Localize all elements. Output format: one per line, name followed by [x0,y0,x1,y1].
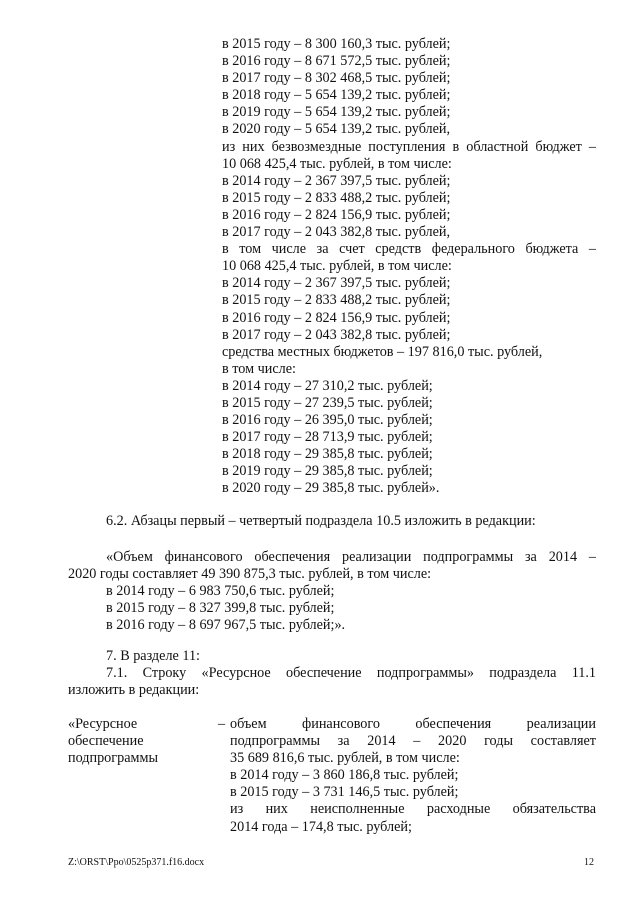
funding-line: в 2019 году – 29 385,8 тыс. рублей; [222,463,433,480]
funding-line: в 2014 году – 2 367 397,5 тыс. рублей; [222,172,451,189]
resource-content-line: в 2015 году – 3 731 146,5 тыс. рублей; [230,784,459,801]
funding-line: в 2018 году – 29 385,8 тыс. рублей; [222,446,433,463]
section-7-1-line: 7.1. Строку «Ресурсное обеспечение подпрограммы» подраздела 11.1 [106,665,596,681]
funding-line: в 2016 году – 8 671 572,5 тыс. рублей; [222,53,451,70]
funding-line: в 2016 году – 2 824 156,9 тыс. рублей; [222,206,451,223]
funding-line: средства местных бюджетов – 197 816,0 тыс. рублей, [222,343,543,360]
section-7-1-line: изложить в редакции: [68,682,200,699]
funding-line: в 2016 году – 26 395,0 тыс. рублей; [222,412,433,429]
section-7-1-paragraph [68,665,596,699]
funding-line: в том числе за счет средств федерального бюджета – [222,241,596,258]
resource-content-line: 35 689 816,6 тыс. рублей, в том числе: [230,750,460,767]
funding-line: в 2018 году – 5 654 139,2 тыс. рублей; [222,87,451,104]
funding-list-top [222,36,596,498]
funding-line: в 2015 году – 27 239,5 тыс. рублей; [222,394,433,411]
funding-line: в том числе: [222,360,296,377]
funding-line: в 2020 году – 5 654 139,2 тыс. рублей, [222,121,451,138]
quote-paragraph-line: «Объем финансового обеспечения реализации подпрограммы за 2014 – [106,549,596,565]
resource-content [230,716,596,836]
quote-year-line: в 2016 году – 8 697 967,5 тыс. рублей;». [106,617,346,634]
funding-line: в 2017 году – 28 713,9 тыс. рублей; [222,429,433,446]
resource-label-line: подпрограммы [68,750,158,767]
section-7-heading: 7. В разделе 11: [106,648,200,664]
funding-line: в 2014 году – 27 310,2 тыс. рублей; [222,377,433,394]
section-6-2-heading: 6.2. Абзацы первый – четвертый подраздела 10.5 изложить в редакции: [106,513,536,529]
resource-label [68,716,218,767]
resource-label-line: «Ресурсное [68,716,138,732]
quote-paragraph-line: 2020 годы составляет 49 390 875,3 тыс. рублей, в том числе: [68,566,432,583]
funding-line: в 2020 году – 29 385,8 тыс. рублей». [222,480,440,497]
resource-label-line: обеспечение [68,733,144,750]
funding-line: в 2015 году – 2 833 488,2 тыс. рублей; [222,292,451,309]
resource-content-line: объем финансового обеспечения реализации [230,716,596,732]
funding-line: в 2017 году – 2 043 382,8 тыс. рублей, [222,224,451,241]
quote-year-line: в 2014 году – 6 983 750,6 тыс. рублей; [106,583,335,599]
funding-line: в 2019 году – 5 654 139,2 тыс. рублей; [222,104,451,121]
resource-content-line: 2014 года – 174,8 тыс. рублей; [230,818,412,835]
funding-line: в 2015 году – 2 833 488,2 тыс. рублей; [222,189,451,206]
footer-page-number: 12 [584,857,594,868]
funding-line: 10 068 425,4 тыс. рублей, в том числе: [222,155,452,172]
funding-line: 10 068 425,4 тыс. рублей, в том числе: [222,258,452,275]
funding-line: в 2014 году – 2 367 397,5 тыс. рублей; [222,275,451,292]
quote-year-line: в 2015 году – 8 327 399,8 тыс. рублей; [106,600,335,617]
resource-dash: – [218,716,226,732]
funding-line: в 2017 году – 8 302 468,5 тыс. рублей; [222,70,451,87]
resource-content-line: подпрограммы за 2014 – 2020 годы составляет [230,733,596,750]
footer-file-path: Z:\ORST\Ppo\0525p371.f16.docx [68,857,205,868]
quote-paragraph [68,549,596,583]
funding-line: в 2015 году – 8 300 160,3 тыс. рублей; [222,36,451,52]
resource-content-line: в 2014 году – 3 860 186,8 тыс. рублей; [230,767,459,784]
funding-line: из них безвозмездные поступления в областной бюджет – [222,138,596,155]
funding-line: в 2016 году – 2 824 156,9 тыс. рублей; [222,309,451,326]
quote-years-list [106,583,345,634]
funding-line: в 2017 году – 2 043 382,8 тыс. рублей; [222,326,451,343]
resource-content-line: из них неисполненные расходные обязательства [230,801,596,818]
